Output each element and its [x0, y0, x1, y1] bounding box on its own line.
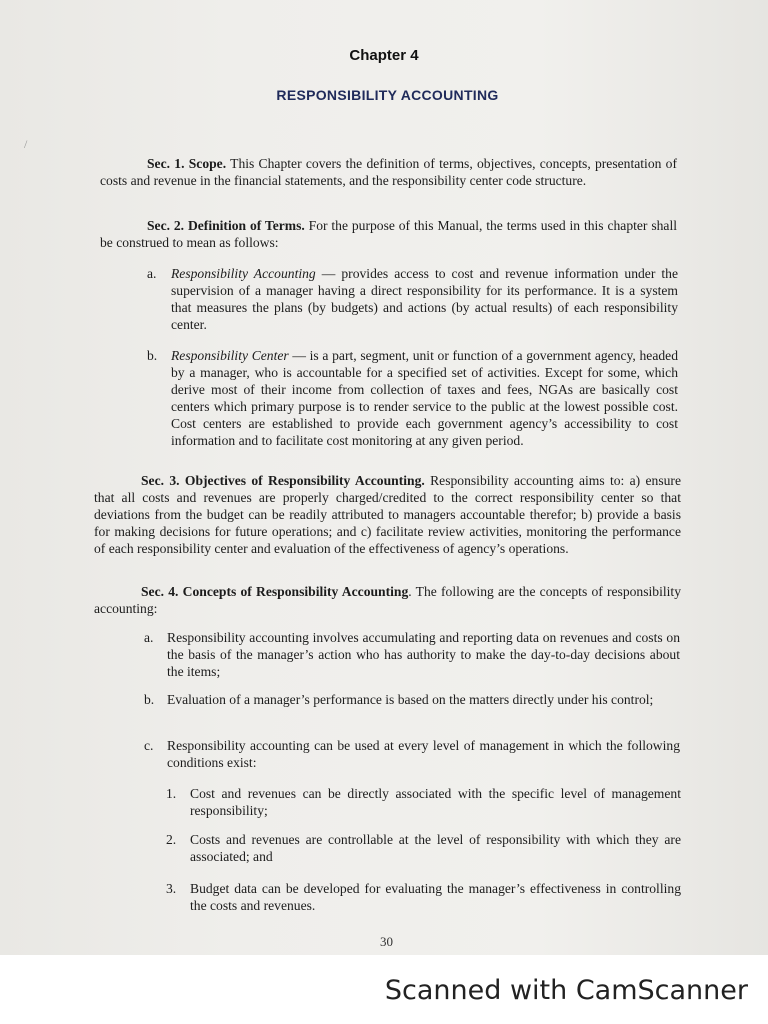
- sec2-item-b-label: b.: [147, 348, 158, 363]
- sec2-item-b: [171, 347, 678, 449]
- sec2-heading: Sec. 2. Definition of Terms.: [147, 218, 305, 233]
- sec2-item-b-text: — is a part, segment, unit or function of a government agency, headed by a manager, who is accountable for a specified set of activities. Except for some, which derive most of their income from collection of taxes and fees, NGAs are basically cost centers which primary purpose is to render service to the public at the lowest possible cost. Cost centers are established to provide each government agency’s accessibility to cost information and to facilitate cost monitoring at any given period.: [171, 348, 678, 448]
- sec2-item-b-term: Responsibility Center: [171, 348, 289, 363]
- sec4-subitem-3: Budget data can be developed for evaluating the manager’s effectiveness in controlling the costs and revenues.: [190, 881, 681, 913]
- sec3-paragraph: [94, 472, 681, 557]
- sec4-subitem-2: Costs and revenues are controllable at the level of responsibility with which they are associated; and: [190, 832, 681, 864]
- camscanner-footer: [0, 955, 768, 1024]
- sec2-item-a-term: Responsibility Accounting: [171, 266, 316, 281]
- sec4-heading: Sec. 4. Concepts of Responsibility Accounting: [141, 584, 409, 599]
- sec4-text: . The following are the concepts of responsibility accounting:: [94, 584, 681, 616]
- sec2-item-a-text: — provides access to cost and revenue information under the supervision of a manager having a direct responsibility for its performance. It is a system that measures the plans (by budgets) and actions (by actual results) of each responsibility center.: [171, 266, 678, 332]
- sec3-text: Responsibility accounting aims to: a) ensure that all costs and revenues are properly charged/credited to the correct responsibility center so that deviations from the budget can be readily attributed to managers accountable therefor; b) provide a basis for making decisions for future operations; and c) facilitate review activities, monitoring the performance of each responsibility center and evaluation of the effectiveness of agency’s operations.: [94, 473, 681, 556]
- sec4-item-c-label: c.: [144, 738, 154, 753]
- sec2-item-a-label: a.: [147, 266, 157, 281]
- sec4-item-a: Responsibility accounting involves accumulating and reporting data on revenues and costs on the basis of the manager’s action who has authority to make the day-to-day decisions about the items;: [167, 630, 680, 679]
- sec4-subitem-1: Cost and revenues can be directly associated with the specific level of management responsibility;: [190, 786, 681, 818]
- sec1-heading: Sec. 1. Scope.: [147, 156, 227, 171]
- chapter-title: RESPONSIBILITY ACCOUNTING: [276, 87, 499, 103]
- sec2-text: For the purpose of this Manual, the terms used in this chapter shall be construed to mean as follows:: [100, 218, 677, 250]
- page-number: 30: [380, 934, 393, 949]
- sec4-item-b-label: b.: [144, 692, 155, 707]
- sec1-paragraph: [100, 155, 677, 189]
- sec4-subitem-1-label: 1.: [166, 786, 177, 801]
- chapter-heading: Chapter 4: [349, 47, 419, 64]
- sec1-text: This Chapter covers the definition of terms, objectives, concepts, presentation of costs and revenue in the financial statements, and the responsibility center code structure.: [100, 156, 677, 188]
- sec4-item-c: Responsibility accounting can be used at every level of management in which the following conditions exist:: [167, 738, 680, 770]
- sec4-item-a-label: a.: [144, 630, 154, 645]
- sec2-paragraph: [100, 217, 677, 251]
- scan-mark: /: [24, 137, 28, 151]
- sec4-item-b: Evaluation of a manager’s performance is based on the matters directly under his control;: [167, 692, 654, 707]
- sec4-paragraph: [94, 583, 681, 617]
- camscanner-watermark: Scanned with CamScanner: [384, 975, 748, 1006]
- sec3-heading: Sec. 3. Objectives of Responsibility Accounting.: [141, 473, 425, 488]
- sec4-subitem-2-label: 2.: [166, 832, 177, 847]
- sec2-item-a: [171, 265, 678, 333]
- sec4-subitem-3-label: 3.: [166, 881, 177, 896]
